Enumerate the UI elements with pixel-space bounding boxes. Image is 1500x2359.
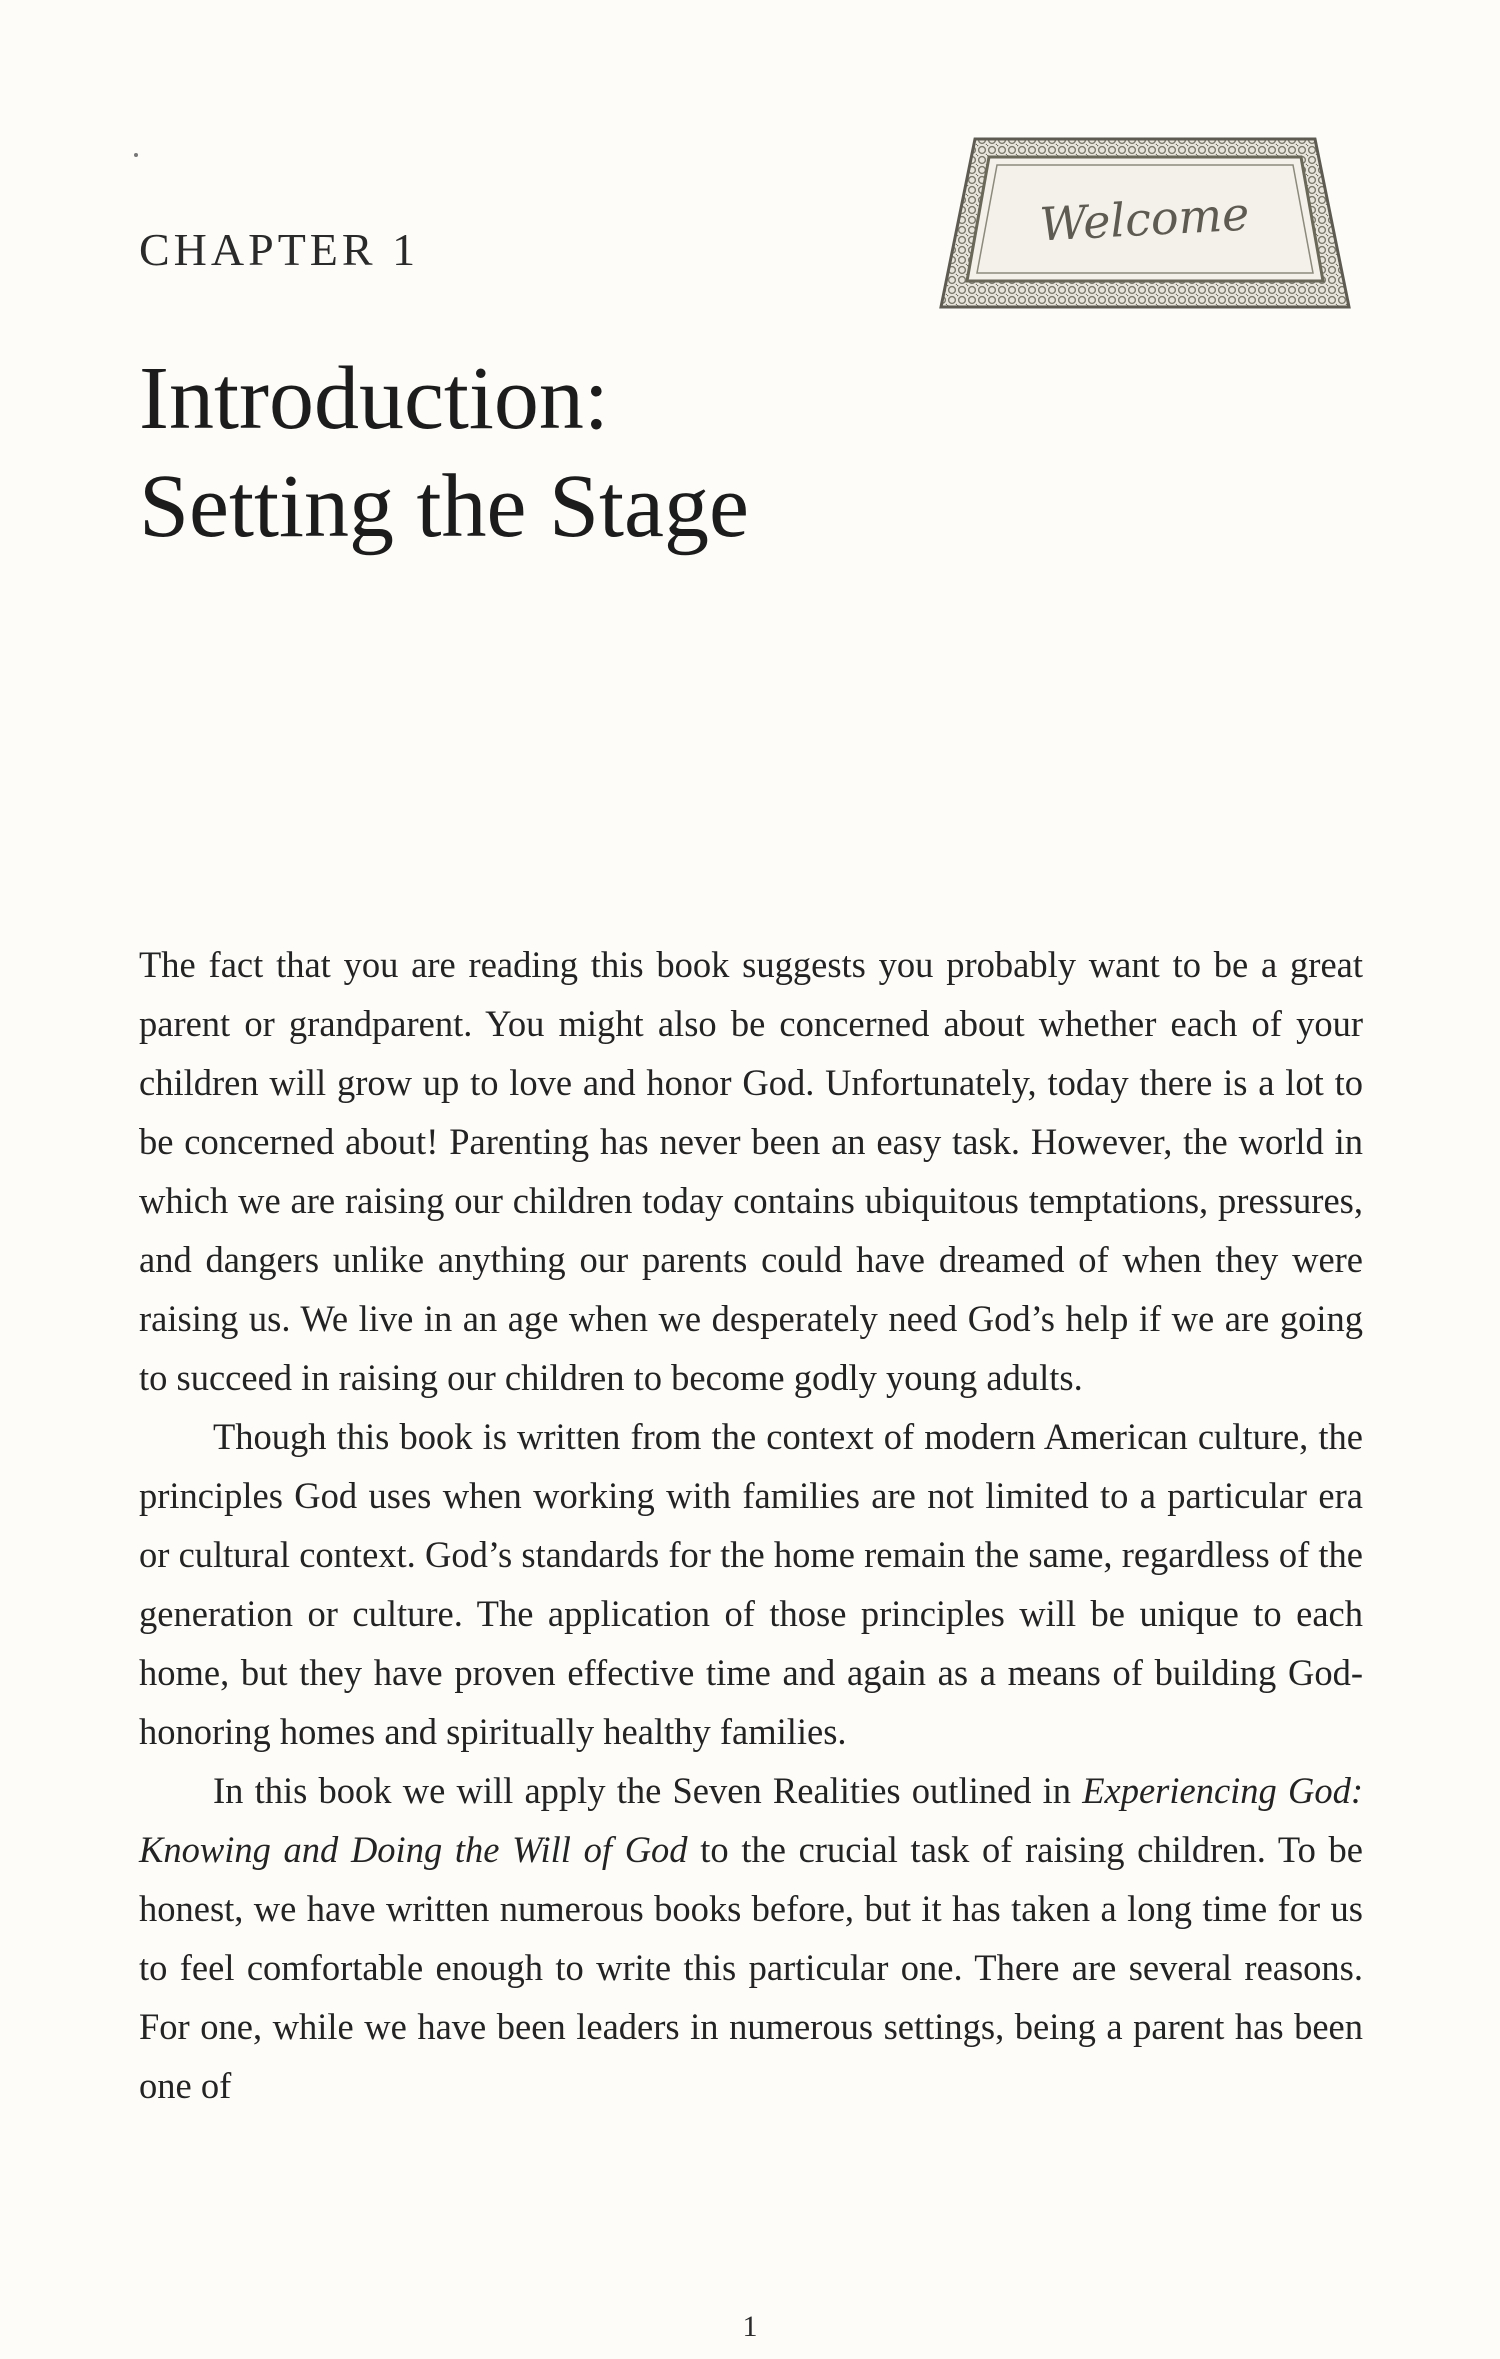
- body-text: [139, 935, 1363, 2115]
- page-number: 1: [742, 2310, 758, 2343]
- paragraph-3-rest: to the crucial task of raising children. To be honest, we have written numerous books before, but it has taken a long time for us to feel comfortable enough to write this particular one. There are several reasons. For one, while we have been leaders in numerous settings, being a parent has been one of: [139, 1829, 1363, 2106]
- chapter-title-line-1: Introduction:: [139, 349, 609, 448]
- paragraph-3-start: In this book we will apply the Seven Realities outlined in: [213, 1770, 1072, 1811]
- chapter-title: [139, 345, 1039, 561]
- paragraph-2: Though this book is written from the context of modern American culture, the principles God uses when working with families are not limited to a particular era or cultural context. God’s standards for the home remain the same, regardless of the generation or culture. The application of those principles will be unique to each home, but they have proven effective time and again as a means of building God-honoring homes and spiritually healthy families.: [139, 1416, 1363, 1752]
- welcome-mat-illustration: [937, 135, 1353, 311]
- paragraph-1: The fact that you are reading this book suggests you probably want to be a great parent or grandparent. You might also be concerned about whether each of your children will grow up to love and honor God. Unfortunately, today there is a lot to be concerned about! Parenting has never been an easy task. However, the world in which we are raising our children today contains ubiquitous temptations, pressures, and dangers unlike anything our parents could have dreamed of when they were raising us. We live in an age when we desperately need God’s help if we are going to succeed in raising our children to become godly young adults.: [139, 944, 1363, 1398]
- chapter-title-line-2: Setting the Stage: [139, 457, 749, 556]
- paragraph-3: [139, 1761, 1363, 2115]
- book-title: Experiencing God: Knowing and Doing the Will of God: [139, 1770, 1364, 1870]
- welcome-mat-text: Welcome: [1038, 186, 1251, 252]
- chapter-label: CHAPTER 1: [139, 224, 420, 275]
- scan-speck: [134, 153, 138, 157]
